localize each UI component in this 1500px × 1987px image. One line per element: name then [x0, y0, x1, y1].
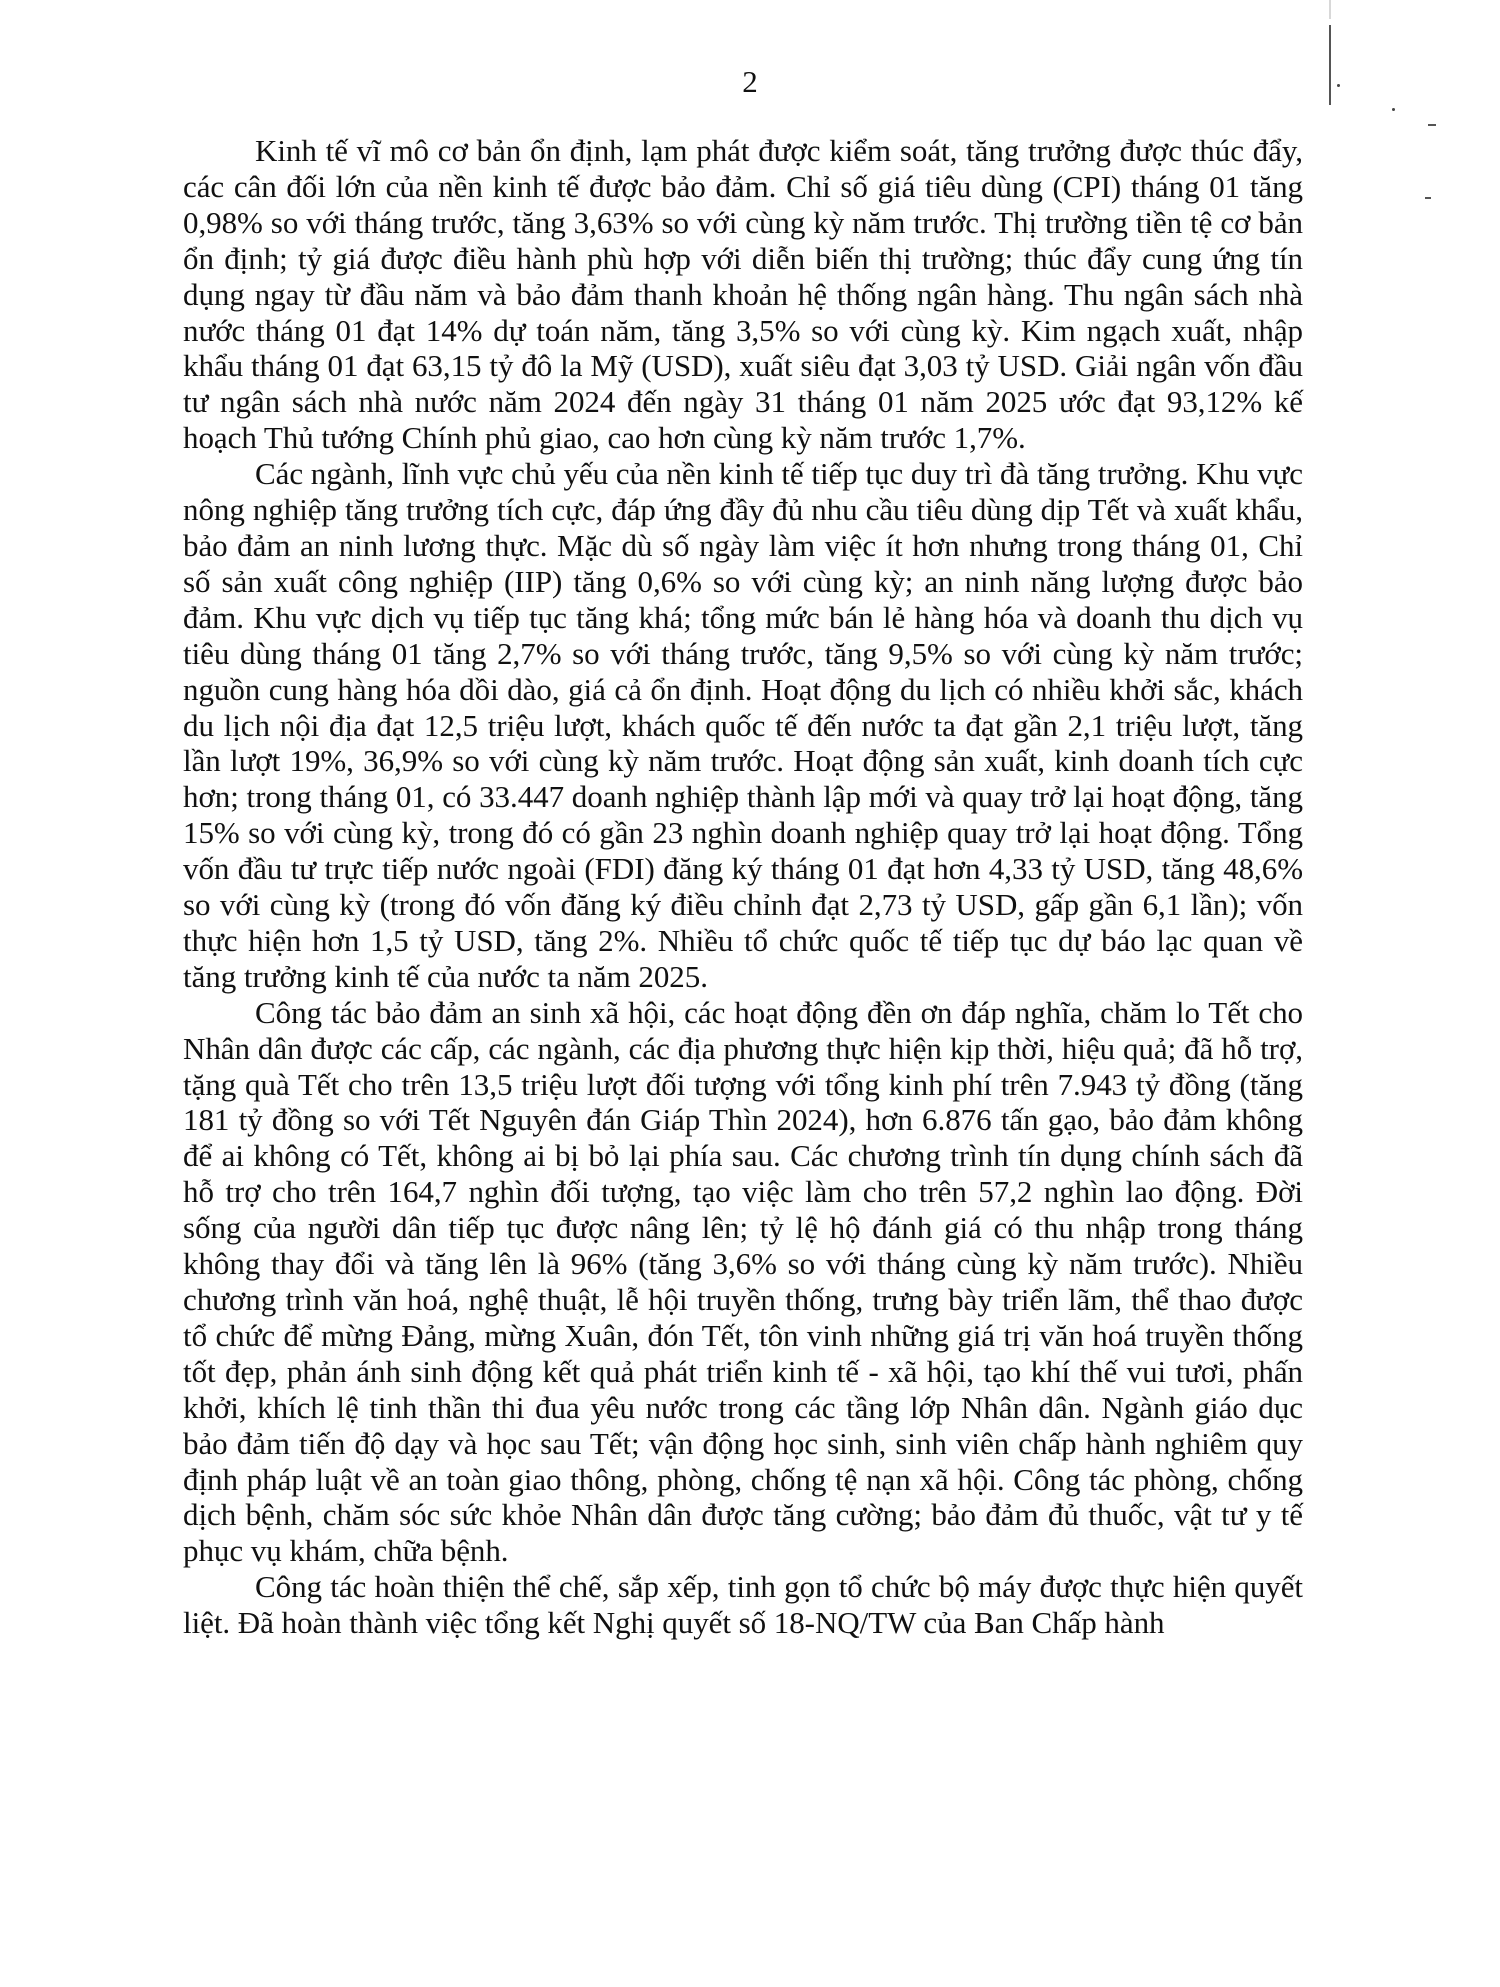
scan-speck [1428, 124, 1436, 126]
paragraph-economic-sectors: Các ngành, lĩnh vực chủ yếu của nền kinh tế tiếp tục duy trì đà tăng trưởng. Khu vực nông nghiệp tăng trưởng tích cực, đáp ứng đầy đủ nhu cầu tiêu dùng dịp Tết và xuất khẩu, bảo đảm an ninh lương thực. Mặc dù số ngày làm việc ít hơn nhưng trong tháng 01, Chỉ số sản xuất công nghiệp (IIP) tăng 0,6% so với cùng kỳ; an ninh năng lượng được bảo đảm. Khu vực dịch vụ tiếp tục tăng khá; tổng mức bán lẻ hàng hóa và doanh thu dịch vụ tiêu dùng tháng 01 tăng 2,7% so với tháng trước, tăng 9,5% so với cùng kỳ năm trước; nguồn cung hàng hóa dồi dào, giá cả ổn định. Hoạt động du lịch có nhiều khởi sắc, khách du lịch nội địa đạt 12,5 triệu lượt, khách quốc tế đến nước ta đạt gần 2,1 triệu lượt, tăng lần lượt 19%, 36,9% so với cùng kỳ năm trước. Hoạt động sản xuất, kinh doanh tích cực hơn; trong tháng 01, có 33.447 doanh nghiệp thành lập mới và quay trở lại hoạt động, tăng 15% so với cùng kỳ, trong đó có gần 23 nghìn doanh nghiệp quay trở lại hoạt động. Tổng vốn đầu tư trực tiếp nước ngoài (FDI) đăng ký tháng 01 đạt hơn 4,33 tỷ USD, tăng 48,6% so với cùng kỳ (trong đó vốn đăng ký điều chỉnh đạt 2,73 tỷ USD, gấp gần 6,1 lần); vốn thực hiện hơn 1,5 tỷ USD, tăng 2%. Nhiều tổ chức quốc tế tiếp tục dự báo lạc quan về tăng trưởng kinh tế của nước ta năm 2025. [183, 456, 1303, 994]
document-body [183, 133, 1303, 1641]
scan-speck [1392, 108, 1395, 111]
page-number: 2 [742, 64, 758, 99]
paragraph-social-security: Công tác bảo đảm an sinh xã hội, các hoạt động đền ơn đáp nghĩa, chăm lo Tết cho Nhân dân được các cấp, các ngành, các địa phương thực hiện kịp thời, hiệu quả; đã hỗ trợ, tặng quà Tết cho trên 13,5 triệu lượt đối tượng với tổng kinh phí trên 7.943 tỷ đồng (tăng 181 tỷ đồng so với Tết Nguyên đán Giáp Thìn 2024), hơn 6.876 tấn gạo, bảo đảm không để ai không có Tết, không ai bị bỏ lại phía sau. Các chương trình tín dụng chính sách đã hỗ trợ cho trên 164,7 nghìn đối tượng, tạo việc làm cho trên 57,2 nghìn lao động. Đời sống của người dân tiếp tục được nâng lên; tỷ lệ hộ đánh giá có thu nhập trong tháng không thay đổi và tăng lên là 96% (tăng 3,6% so với tháng cùng kỳ năm trước). Nhiều chương trình văn hoá, nghệ thuật, lễ hội truyền thống, trưng bày triển lãm, thể thao được tổ chức để mừng Đảng, mừng Xuân, đón Tết, tôn vinh những giá trị văn hoá truyền thống tốt đẹp, phản ánh sinh động kết quả phát triển kinh tế - xã hội, tạo khí thế vui tươi, phấn khởi, khích lệ tinh thần thi đua yêu nước trong các tầng lớp Nhân dân. Ngành giáo dục bảo đảm tiến độ dạy và học sau Tết; vận động học sinh, sinh viên chấp hành nghiêm quy định pháp luật về an toàn giao thông, phòng, chống tệ nạn xã hội. Công tác phòng, chống dịch bệnh, chăm sóc sức khỏe Nhân dân được tăng cường; bảo đảm đủ thuốc, vật tư y tế phục vụ khám, chữa bệnh. [183, 994, 1303, 1569]
scan-speck [1425, 197, 1431, 199]
paragraph-macro-economy: Kinh tế vĩ mô cơ bản ổn định, lạm phát được kiểm soát, tăng trưởng được thúc đẩy, các cân đối lớn của nền kinh tế được bảo đảm. Chỉ số giá tiêu dùng (CPI) tháng 01 tăng 0,98% so với tháng trước, tăng 3,63% so với cùng kỳ năm trước. Thị trường tiền tệ cơ bản ổn định; tỷ giá được điều hành phù hợp với diễn biến thị trường; thúc đẩy cung ứng tín dụng ngay từ đầu năm và bảo đảm thanh khoản hệ thống ngân hàng. Thu ngân sách nhà nước tháng 01 đạt 14% dự toán năm, tăng 3,5% so với cùng kỳ. Kim ngạch xuất, nhập khẩu tháng 01 đạt 63,15 tỷ đô la Mỹ (USD), xuất siêu đạt 3,03 tỷ USD. Giải ngân vốn đầu tư ngân sách nhà nước năm 2024 đến ngày 31 tháng 01 năm 2025 ước đạt 93,12% kế hoạch Thủ tướng Chính phủ giao, cao hơn cùng kỳ năm trước 1,7%. [183, 133, 1303, 456]
paragraph-institutional-reform: Công tác hoàn thiện thể chế, sắp xếp, tinh gọn tổ chức bộ máy được thực hiện quyết liệt. Đã hoàn thành việc tổng kết Nghị quyết số 18-NQ/TW của Ban Chấp hành [183, 1569, 1303, 1641]
